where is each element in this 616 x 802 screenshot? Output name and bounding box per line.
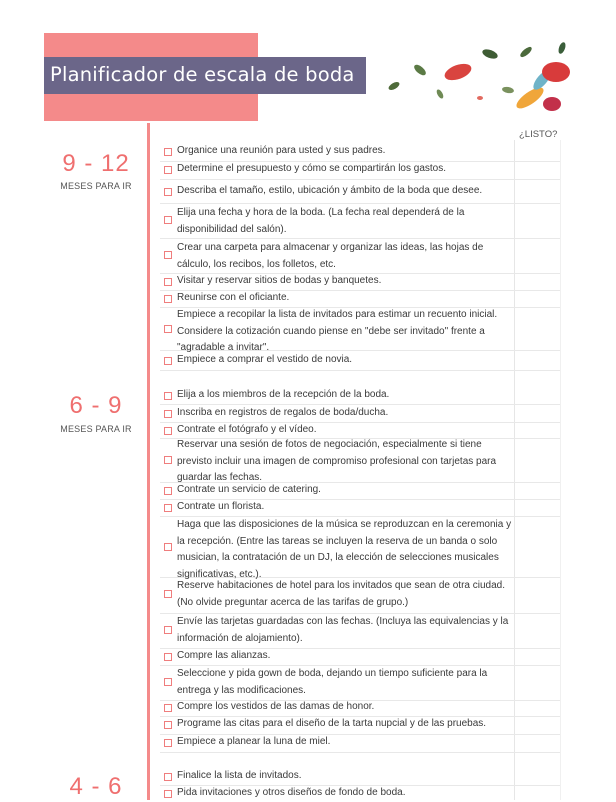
task-row bbox=[160, 666, 560, 701]
leaf-shape bbox=[435, 88, 444, 99]
task-text: Empiece a planear la luna de miel. bbox=[177, 736, 331, 747]
task-text: Finalice la lista de invitados. bbox=[177, 770, 302, 781]
task-checkbox[interactable] bbox=[164, 216, 172, 224]
task-row bbox=[160, 769, 560, 786]
task-text: Contrate un servicio de catering. bbox=[177, 484, 321, 495]
task-row bbox=[160, 786, 560, 800]
task-checkbox[interactable] bbox=[164, 721, 172, 729]
section-range: 9 - 12 bbox=[62, 150, 130, 177]
task-row bbox=[160, 614, 560, 649]
task-text: Elija a los miembros de la recepción de la boda. bbox=[177, 389, 390, 400]
task-row bbox=[160, 274, 560, 291]
task-checkbox[interactable] bbox=[164, 543, 172, 551]
task-text: Reunirse con el oficiante. bbox=[177, 292, 290, 303]
task-checkbox[interactable] bbox=[164, 678, 172, 686]
task-row bbox=[160, 438, 560, 483]
task-row bbox=[160, 387, 560, 405]
section-label: MESES PARA IR bbox=[60, 424, 132, 434]
petal-shape bbox=[442, 61, 473, 84]
task-row bbox=[160, 483, 560, 500]
task-text: Crear una carpeta para almacenar y organizar las ideas, las hojas de cálculo, los recibos, los folletos, etc. bbox=[177, 242, 484, 270]
leaf-shape bbox=[557, 41, 567, 54]
task-checkbox[interactable] bbox=[164, 325, 172, 333]
task-text: Determine el presupuesto y cómo se compartirán los gastos. bbox=[177, 163, 447, 174]
task-text: Programe las citas para el diseño de la tarta nupcial y de las pruebas. bbox=[177, 718, 487, 729]
task-row bbox=[160, 352, 560, 371]
task-checkbox[interactable] bbox=[164, 739, 172, 747]
task-checkbox[interactable] bbox=[164, 590, 172, 598]
task-row bbox=[160, 308, 560, 351]
page-title: Planificador de escala de boda bbox=[50, 63, 355, 86]
task-text: Describa el tamaño, estilo, ubicación y ámbito de la boda que desee. bbox=[177, 185, 483, 196]
task-row bbox=[160, 181, 560, 204]
task-text: Seleccione y pida gown de boda, dejando un tiempo suficiente para la entrega y las modificaciones. bbox=[177, 668, 488, 696]
task-checkbox[interactable] bbox=[164, 410, 172, 418]
petal-shape bbox=[477, 96, 483, 100]
task-row bbox=[160, 517, 560, 578]
task-row bbox=[160, 735, 560, 753]
task-checkbox[interactable] bbox=[164, 487, 172, 495]
task-text: Reserve habitaciones de hotel para los invitados que sean de otra ciudad. (No olvide preguntar acerca de las tarifas de grupo.) bbox=[177, 580, 505, 608]
task-checkbox[interactable] bbox=[164, 392, 172, 400]
task-text: Inscriba en registros de regalos de boda/ducha. bbox=[177, 407, 389, 418]
leaf-shape bbox=[412, 63, 427, 77]
task-checkbox[interactable] bbox=[164, 456, 172, 464]
task-text: Reservar una sesión de fotos de negociación, especialmente si tiene previsto incluir una imagen de compromiso profesional con tarjetas para guardar las fechas. bbox=[177, 439, 497, 483]
task-text: Visitar y reservar sitios de bodas y banquetes. bbox=[177, 275, 382, 286]
section-range: 4 - 6 bbox=[69, 773, 123, 800]
task-text: Empiece a recopilar la lista de invitados para estimar un recuento inicial. Considere la cotización cuando piense en "debe ser invitado" frente a "agradable a invitar". bbox=[177, 309, 498, 353]
task-checkbox[interactable] bbox=[164, 704, 172, 712]
leaf-shape bbox=[387, 80, 400, 91]
petal-shape bbox=[543, 97, 561, 111]
task-checkbox[interactable] bbox=[164, 148, 172, 156]
section-label: MESES PARA IR bbox=[60, 181, 132, 191]
task-text: Haga que las disposiciones de la música se reproduzcan en la ceremonia y la recepción. (Entre las tareas se incluyen la reserva de un banda o solo musician, la contratación de un DJ, la elección de selecciones musicales significativas, etc.). bbox=[177, 519, 512, 580]
task-row bbox=[160, 717, 560, 735]
task-checkbox[interactable] bbox=[164, 188, 172, 196]
ready-column-header: ¿LISTO? bbox=[519, 129, 558, 140]
task-checkbox[interactable] bbox=[164, 278, 172, 286]
timeline-line bbox=[147, 123, 150, 800]
petal-shape bbox=[513, 84, 546, 112]
task-text: Contrate el fotógrafo y el vídeo. bbox=[177, 424, 317, 435]
task-row bbox=[160, 161, 560, 180]
right-column-divider bbox=[560, 140, 561, 800]
petal-shape bbox=[542, 62, 570, 82]
task-row bbox=[160, 500, 560, 517]
task-text: Contrate un florista. bbox=[177, 501, 265, 512]
task-text: Compre las alianzas. bbox=[177, 650, 271, 661]
task-row bbox=[160, 143, 560, 162]
leaf-shape bbox=[502, 86, 515, 94]
leaf-shape bbox=[481, 48, 499, 61]
task-row bbox=[160, 291, 560, 308]
task-text: Compre los vestidos de las damas de honor. bbox=[177, 701, 375, 712]
task-row bbox=[160, 578, 560, 614]
task-checkbox[interactable] bbox=[164, 773, 172, 781]
task-checkbox[interactable] bbox=[164, 166, 172, 174]
task-checkbox[interactable] bbox=[164, 504, 172, 512]
task-row bbox=[160, 204, 560, 239]
task-checkbox[interactable] bbox=[164, 653, 172, 661]
task-text: Envíe las tarjetas guardadas con las fechas. (Incluya las equivalencias y la información de alojamiento). bbox=[177, 616, 509, 644]
task-checkbox[interactable] bbox=[164, 790, 172, 798]
task-checkbox[interactable] bbox=[164, 427, 172, 435]
task-row bbox=[160, 405, 560, 423]
task-text: Pida invitaciones y otros diseños de fondo de boda. bbox=[177, 787, 406, 798]
leaf-shape bbox=[519, 45, 534, 59]
section-range: 6 - 9 bbox=[69, 392, 123, 419]
task-text: Elija una fecha y hora de la boda. (La fecha real dependerá de la disponibilidad del salón). bbox=[177, 207, 465, 235]
task-row bbox=[160, 239, 560, 274]
task-row bbox=[160, 700, 560, 717]
task-checkbox[interactable] bbox=[164, 626, 172, 634]
task-row bbox=[160, 649, 560, 666]
floral-decoration bbox=[380, 28, 616, 120]
task-checkbox[interactable] bbox=[164, 357, 172, 365]
task-checkbox[interactable] bbox=[164, 251, 172, 259]
task-text: Empiece a comprar el vestido de novia. bbox=[177, 354, 353, 365]
task-text: Organice una reunión para usted y sus padres. bbox=[177, 145, 386, 156]
task-checkbox[interactable] bbox=[164, 295, 172, 303]
